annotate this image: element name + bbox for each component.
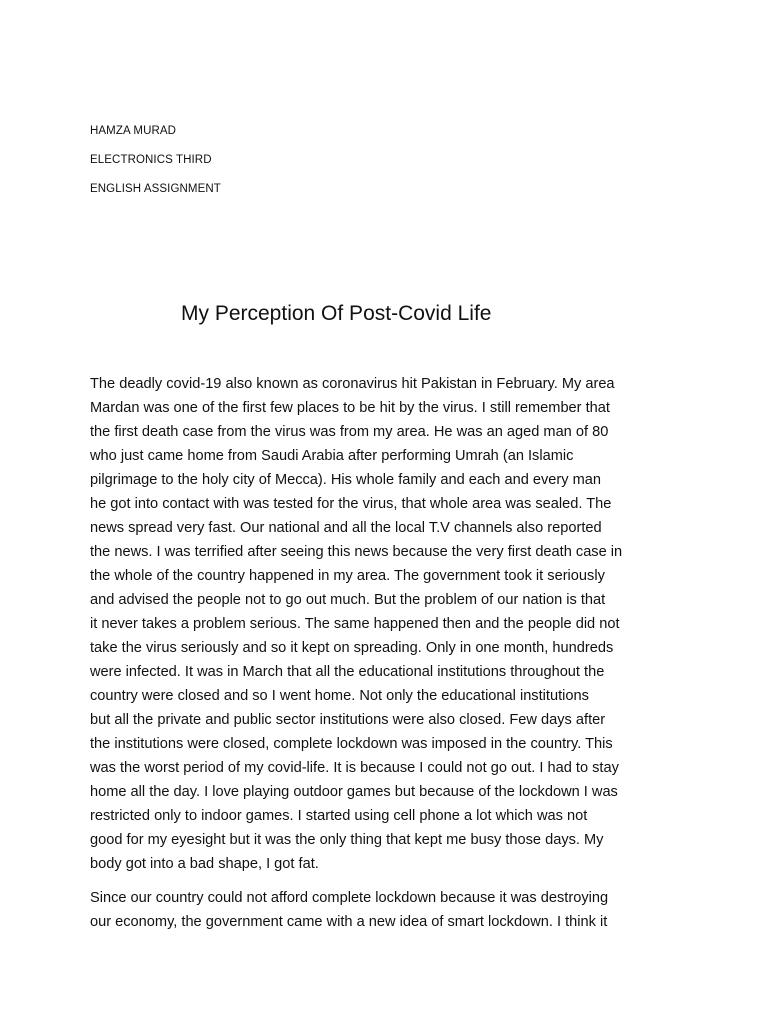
paragraph-line: the institutions were closed, complete lockdown was imposed in the country. This xyxy=(90,736,613,752)
paragraph-spacer xyxy=(90,876,690,886)
paragraph-line: news spread very fast. Our national and all the local T.V channels also reported xyxy=(90,520,602,536)
paragraph-line: good for my eyesight but it was the only thing that kept me busy those days. My xyxy=(90,832,604,848)
paragraph-line: our economy, the government came with a new idea of smart lockdown. I think it xyxy=(90,914,608,930)
paragraph-line: were infected. It was in March that all the educational institutions throughout the xyxy=(90,664,605,680)
paragraph-line: home all the day. I love playing outdoor games but because of the lockdown I was xyxy=(90,784,618,800)
paragraph-line: but all the private and public sector institutions were also closed. Few days after xyxy=(90,712,606,728)
paragraph-line: pilgrimage to the holy city of Mecca). His whole family and each and every man xyxy=(90,472,602,488)
paragraph-line: The deadly covid-19 also known as coronavirus hit Pakistan in February. My area xyxy=(90,376,615,392)
paragraph-line: and advised the people not to go out much. But the problem of our nation is that xyxy=(90,592,606,608)
paragraph-line: the whole of the country happened in my area. The government took it seriously xyxy=(90,568,605,584)
author-name: HAMZA MURAD xyxy=(90,125,177,137)
paragraph-line: who just came home from Saudi Arabia after performing Umrah (an Islamic xyxy=(90,448,574,464)
paragraph-line: was the worst period of my covid-life. It is because I could not go out. I had to stay xyxy=(90,760,619,776)
paragraph-line: he got into contact with was tested for the virus, that whole area was sealed. The xyxy=(90,496,612,512)
paragraph-line: take the virus seriously and so it kept on spreading. Only in one month, hundreds xyxy=(90,640,614,656)
document-header xyxy=(90,124,221,211)
paragraph-line: restricted only to indoor games. I started using cell phone a lot which was not xyxy=(90,808,588,824)
paragraph xyxy=(90,886,690,934)
paragraph-line: the news. I was terrified after seeing this news because the very first death case in xyxy=(90,544,623,560)
paragraph xyxy=(90,372,690,876)
document-body xyxy=(90,372,690,934)
paragraph-line: the first death case from the virus was from my area. He was an aged man of 80 xyxy=(90,424,609,440)
paragraph-line: body got into a bad shape, I got fat. xyxy=(90,856,319,872)
paragraph-line: country were closed and so I went home. Not only the educational institutions xyxy=(90,688,589,704)
paragraph-line: Mardan was one of the first few places to be hit by the virus. I still remember that xyxy=(90,400,610,416)
document-title: My Perception Of Post-Covid Life xyxy=(181,302,492,325)
paragraph-line: Since our country could not afford complete lockdown because it was destroying xyxy=(90,890,609,906)
assignment-label: ENGLISH ASSIGNMENT xyxy=(90,183,221,195)
paragraph-line: it never takes a problem serious. The same happened then and the people did not xyxy=(90,616,620,632)
class-name: ELECTRONICS THIRD xyxy=(90,154,212,166)
